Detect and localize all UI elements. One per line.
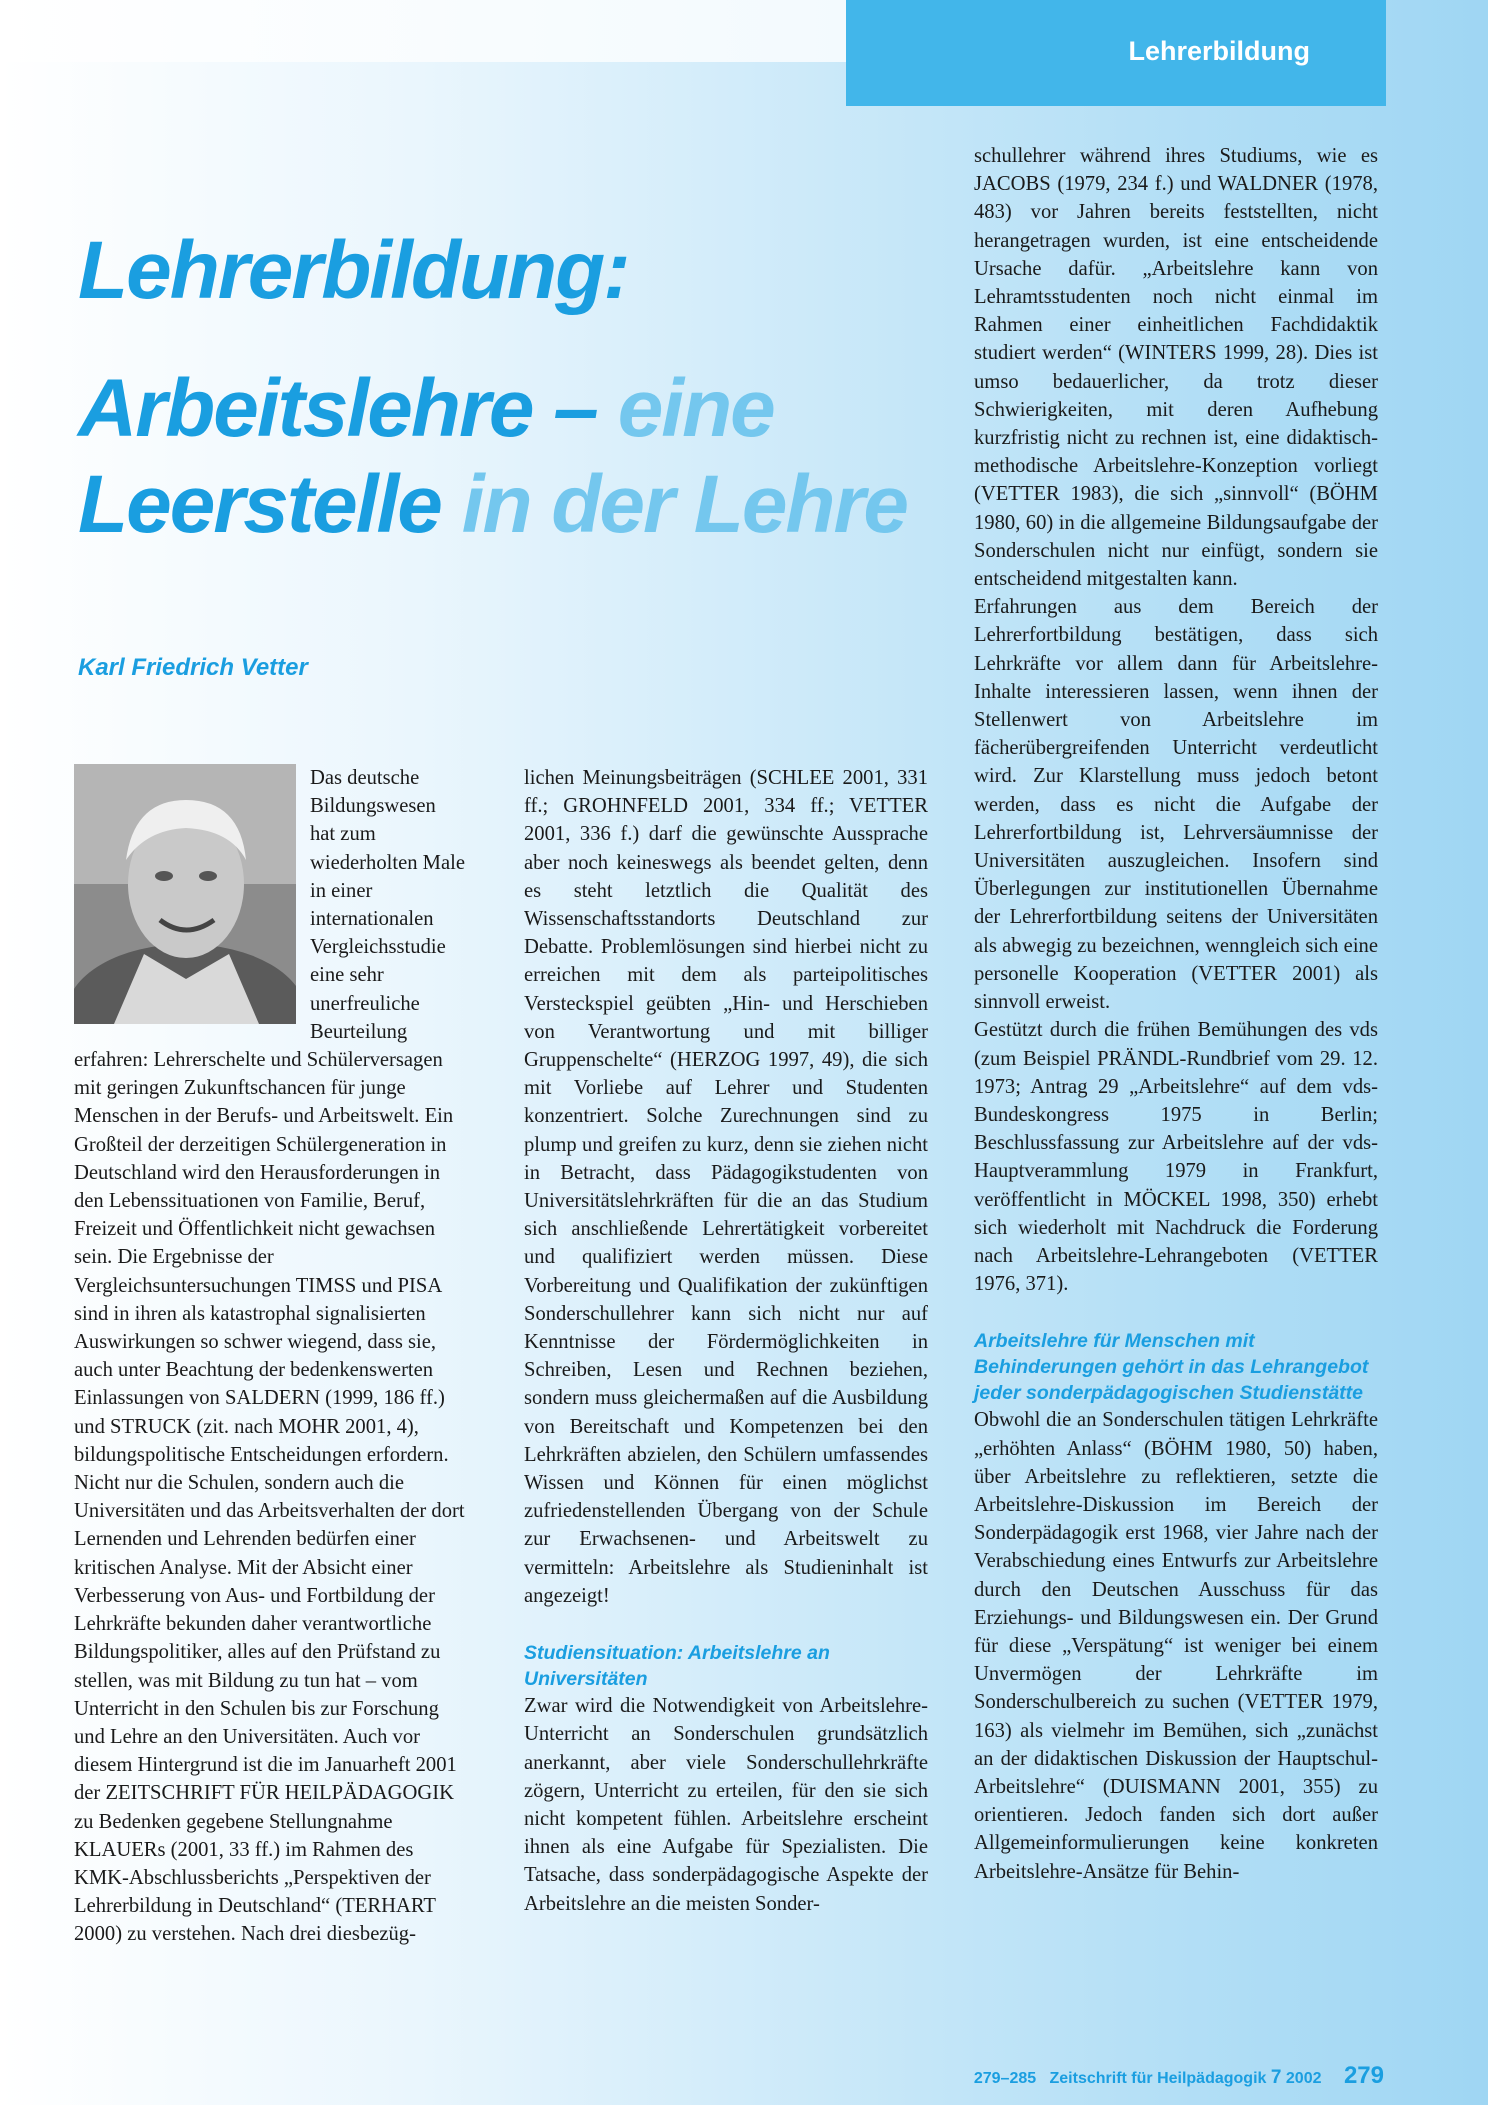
footer-year: 2002: [1285, 2070, 1322, 2087]
col2-paragraph-2: Zwar wird die Notwendigkeit von Arbeitslehre-Unterricht an Sonderschulen grundsätzlich anerkannt, aber viele Sonderschullehrkräfte zögern, Unterricht zu erteilen, für den sie sich nicht kompetent fühlen. Arbeitslehre erscheint ihnen als eine Aufgabe für Spezialisten. Die Tatsache, dass sonderpädagogische Aspekte der Arbeitslehre an die meisten Sonder-: [524, 1695, 928, 1915]
subheading-studiensituation: Studiensituation: Arbeitslehre an Universitäten: [524, 1642, 830, 1691]
title-line-1: Lehrerbildung:: [78, 225, 629, 316]
portrait-image: [74, 764, 296, 1024]
section-label: Lehrerbildung: [1128, 36, 1310, 66]
footer-issue: 7: [1270, 2067, 1282, 2088]
text-column-3: [974, 142, 1378, 1886]
page-number: 279: [1343, 2062, 1384, 2089]
text-column-1: [74, 764, 466, 1949]
col1-intro-text: Das deutsche Bildungswesen hat zum wiederholten Male in einer internationalen Vergleichsstudie eine sehr unerfreuliche Beurteilung erfahren: Lehrerschelte und Schülerversagen: [74, 767, 465, 1072]
title-line-3-dark: Leerstelle: [78, 459, 462, 550]
col1-body-text: mit geringen Zukunftschancen für junge Menschen in der Berufs- und Arbeitswelt. Ein Großteil der derzeitigen Schülergeneration in Deutschland wird den Herausforderungen in den Lebenssituationen von Familie, Beruf, Freizeit und Öffentlichkeit nicht gewachsen sein. Die Ergebnisse der Vergleichsuntersuchungen TIMSS und PISA sind in ihren als katastrophal signalisierten Auswirkungen so schwer wiegend, dass sie, auch unter Beachtung der bedenkenswerten Einlassungen von SALDERN (1999, 186 ff.) und STRUCK (zit. nach MOHR 2001, 4), bildungspolitische Entscheidungen erfordern. Nicht nur die Schulen, sondern auch die Universitäten und das Arbeitsverhalten der dort Lernenden und Lehrenden bedürfen einer kritischen Analyse. Mit der Absicht einer Verbesserung von Aus- und Fortbildung der Lehrkräfte bekunden daher verantwortliche Bildungspolitiker, alles auf den Prüfstand zu stellen, was mit Bildung zu tun hat – vom Unterricht in den Schulen bis zur Forschung und Lehre an den Universitäten. Auch vor diesem Hintergrund ist die im Januarheft 2001 der ZEITSCHRIFT FÜR HEILPÄDAGOGIK zu Bedenken gegebene Stellungnahme KLAUERs (2001, 33 ff.) im Rahmen des KMK-Abschlussberichts „Perspektiven der Lehrerbildung in Deutschland“ (TERHART 2000) zu verstehen. Nach drei diesbezüg-: [74, 1077, 465, 1946]
col3-paragraph-2: Erfahrungen aus dem Bereich der Lehrerfortbildung bestätigen, dass sich Lehrkräfte vor allem dann für Arbeitslehre-Inhalte interessieren lassen, wenn ihnen der Stellenwert von Arbeitslehre im fächerübergreifenden Unterricht verdeutlicht wird. Zur Klarstellung muss jedoch betont werden, dass es nicht die Aufgabe der Lehrerfortbildung ist, Lehrversäumnisse der Universitäten auszugleichen. Insofern sind Überlegungen zur institutionellen Übernahme der Lehrerfortbildung seitens der Universitäten als abwegig zu bezeichnen, wenngleich sich eine personelle Kooperation (VETTER 2001) als sinnvoll erweist.: [974, 596, 1378, 1014]
col3-paragraph-3: Gestützt durch die frühen Bemühungen des vds (zum Beispiel PRÄNDL-Rundbrief vom 29. 12. 1973; Antrag 29 „Arbeitslehre“ auf dem vds-Bundeskongress 1975 in Berlin; Beschlussfassung zur Arbeitslehre auf der vds-Hauptverammlung 1979 in Frankfurt, veröffentlicht in MÖCKEL 1998, 350) erhebt sich wiederholt mit Nachdruck die Forderung nach Arbeitslehre-Lehrangeboten (VETTER 1976, 371).: [974, 1019, 1378, 1296]
title-line-2: [78, 363, 958, 454]
article-title: [78, 225, 958, 550]
author-name: Karl Friedrich Vetter: [78, 654, 308, 681]
top-band: [0, 0, 850, 62]
footer-page-range: 279–285: [973, 2070, 1037, 2087]
title-line-2-light: eine: [617, 363, 774, 454]
title-line-3: [78, 459, 958, 550]
text-column-2: [524, 764, 928, 1918]
section-tab: [846, 0, 1386, 106]
col3-paragraph-1: schullehrer während ihres Studiums, wie es JACOBS (1979, 234 f.) und WALDNER (1978, 483) vor Jahren bereits feststellten, nicht herangetragen wurden, ist eine entscheidende Ursache dafür. „Arbeitslehre kann von Lehramtsstudenten noch nicht einmal im Rahmen einer einheitlichen Fachdidaktik studiert werden“ (WINTERS 1999, 28). Dies ist umso bedauerlicher, da trotz dieser Schwierigkeiten, mit deren Aufhebung kurzfristig nicht zu rechnen ist, eine didaktisch-methodische Arbeitslehre-Konzeption vorliegt (VETTER 1983), die sich „sinnvoll“ (BÖHM 1980, 60) in die allgemeine Bildungsaufgabe der Sonderschulen nicht nur einfügt, sondern sie entscheidend mitgestalten kann.: [974, 145, 1378, 591]
subheading-arbeitslehre-behinderungen: Arbeitslehre für Menschen mit Behinderungen gehört in das Lehrangebot jeder sonderpädagogischen Studienstätte: [974, 1330, 1369, 1405]
col3-paragraph-4: Obwohl die an Sonderschulen tätigen Lehrkräfte „erhöhten Anlass“ (BÖHM 1980, 50) haben, über Arbeitslehre zu reflektieren, setzte die Arbeitslehre-Diskussion im Bereich der Sonderpädagogik erst 1968, vier Jahre nach der Verabschiedung eines Entwurfs zur Arbeitslehre durch den Deutschen Ausschuss für das Erziehungs- und Bildungswesen ein. Der Grund für diese „Verspätung“ ist weniger bei einem Unvermögen der Lehrkräfte im Sonderschulbereich zu suchen (VETTER 1979, 163) als vielmehr im Bemühen, sich „zunächst an der didaktischen Diskussion der Hauptschul-Arbeitslehre“ (DUISMANN 2001, 355) zu orientieren. Jedoch fanden sich dort außer Allgemeinformulierungen keine konkreten Arbeitslehre-Ansätze für Behin-: [974, 1409, 1378, 1883]
author-photo: [74, 764, 296, 1024]
title-line-3-light: in der Lehre: [461, 459, 908, 550]
footer-journal: Zeitschrift für Heilpädagogik: [1049, 2070, 1267, 2087]
col2-paragraph-1: lichen Meinungsbeiträgen (SCHLEE 2001, 331 ff.; GROHNFELD 2001, 334 ff.; VETTER 2001, 336 f.) darf die gewünschte Aussprache aber noch keineswegs als beendet gelten, denn es steht letztlich die Qualität des Wissenschaftsstandorts Deutschland zur Debatte. Problemlösungen sind hierbei nicht zu erreichen mit dem als parteipolitisches Versteckspiel geübten „Hin- und Herschieben von Verantwortung und mit billiger Gruppenschelte“ (HERZOG 1997, 49), die sich mit Vorliebe auf Lehrer und Studenten konzentriert. Solche Zurechnungen sind zu plump und greifen zu kurz, denn sie ziehen nicht in Betracht, dass Pädagogikstudenten von Universitätslehrkräften für die an das Studium sich anschließende Lehrertätigkeit vorbereitet und qualifiziert werden müssen. Diese Vorbereitung und Qualifikation der zukünftigen Sonderschullehrer kann sich nicht nur auf Kenntnisse der Fördermöglichkeiten in Schreiben, Lesen und Rechnen beziehen, sondern muss gleichermaßen auf die Ausbildung von Bereitschaft und Kompetenzen bei den Lehrkräften abzielen, den Schülern umfassendes Wissen und Können für einen möglichst zufriedenstellenden Übergang von der Schule zur Erwachsenen- und Arbeitswelt zu vermitteln: Arbeitslehre als Studieninhalt ist angezeigt!: [524, 767, 928, 1607]
page-footer: [974, 2062, 1384, 2090]
title-line-2-dark: Arbeitslehre –: [78, 363, 618, 454]
